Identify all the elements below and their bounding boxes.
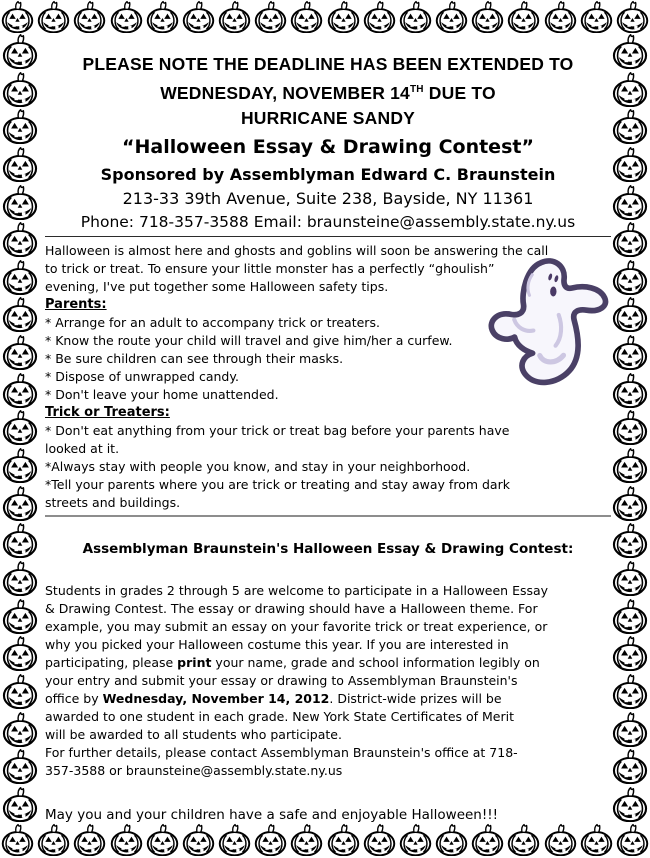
parents-heading: Parents:	[45, 296, 107, 312]
section-divider	[45, 515, 611, 517]
trick-or-treaters-heading: Trick or Treaters:	[45, 404, 170, 420]
pumpkin-icon	[145, 0, 180, 33]
treater-tip-line: *Tell your parents where you are trick or treating and stay away from dark	[45, 476, 510, 492]
contest-line: example, you may submit an essay on your favorite trick or treat experience, or	[45, 618, 548, 634]
pumpkin-icon	[434, 823, 469, 856]
notice-date-text: WEDNESDAY, NOVEMBER 14	[160, 82, 410, 103]
pumpkin-icon	[253, 823, 288, 856]
contest-line: & Drawing Contest. The essay or drawing should have a Halloween theme. For	[45, 600, 538, 616]
intro-line: to trick or treat. To ensure your little monster has a perfectly “ghoulish”	[45, 260, 495, 276]
pumpkin-icon	[611, 598, 649, 634]
pumpkin-icon	[1, 447, 39, 483]
treater-tip-line: *Always stay with people you know, and stay in your neighborhood.	[45, 458, 471, 474]
pumpkin-icon	[611, 334, 649, 370]
pumpkin-icon	[1, 334, 39, 370]
intro-line: Halloween is almost here and ghosts and goblins will soon be answering the call	[45, 242, 549, 258]
contest-title: “Halloween Essay & Drawing Contest”	[122, 135, 534, 158]
pumpkin-icon	[579, 823, 614, 856]
pumpkin-icon	[543, 0, 578, 33]
pumpkin-icon	[1, 711, 39, 747]
flyer-content	[45, 52, 611, 824]
pumpkin-icon	[1, 409, 39, 445]
pumpkin-icon	[1, 522, 39, 558]
pumpkin-icon	[470, 823, 505, 856]
ordinal-suffix: TH	[410, 84, 424, 95]
pumpkin-icon	[398, 0, 433, 33]
address-line: 213-33 39th Avenue, Suite 238, Bayside, NY 11361	[122, 188, 534, 208]
parent-tip-line: * Arrange for an adult to accompany trick or treaters.	[45, 314, 380, 330]
header-divider	[45, 236, 611, 237]
contest-line: participating, please print your name, grade and school information legibly on	[45, 654, 540, 670]
pumpkin-icon	[611, 673, 649, 709]
pumpkin-icon	[326, 823, 361, 856]
pumpkin-icon	[1, 748, 39, 784]
pumpkin-icon	[611, 409, 649, 445]
pumpkin-icon	[611, 33, 649, 69]
pumpkin-icon	[326, 0, 361, 33]
sponsor-line: Sponsored by Assemblyman Edward C. Braunstein	[100, 164, 556, 184]
pumpkin-icon	[1, 296, 39, 332]
pumpkin-icon	[0, 0, 35, 33]
pumpkin-icon	[611, 748, 649, 784]
pumpkin-icon	[615, 0, 650, 33]
pumpkin-icon	[362, 823, 397, 856]
pumpkin-icon	[217, 823, 252, 856]
pumpkin-icon	[145, 823, 180, 856]
pumpkin-icon	[36, 823, 71, 856]
pumpkin-icon	[109, 0, 144, 33]
pumpkin-icon	[1, 673, 39, 709]
pumpkin-icon	[1, 485, 39, 521]
treater-tip-line: streets and buildings.	[45, 494, 181, 510]
parents-tips	[45, 314, 611, 404]
pumpkin-icon	[1, 184, 39, 220]
pumpkin-icon	[289, 0, 324, 33]
contest-line: For further details, please contact Assemblyman Braunstein's office at 718-	[45, 744, 518, 760]
pumpkin-icon	[611, 560, 649, 596]
phone-email-line: Phone: 718-357-3588 Email: braunsteine@assembly.state.ny.us	[80, 212, 576, 231]
parent-tip-line: * Know the route your child will travel and give him/her a curfew.	[45, 332, 453, 348]
pumpkin-icon	[611, 372, 649, 408]
pumpkin-icon	[611, 71, 649, 107]
pumpkin-icon	[362, 0, 397, 33]
parent-tip-line: * Be sure children can see through their masks.	[45, 350, 344, 366]
contest-line: Students in grades 2 through 5 are welcome to participate in a Halloween Essay	[45, 582, 549, 598]
pumpkin-icon	[615, 823, 650, 856]
deadline-notice-line2	[45, 77, 611, 106]
pumpkin-icon	[181, 823, 216, 856]
contest-line: will be awarded to all students who participate.	[45, 726, 342, 742]
pumpkin-icon	[1, 635, 39, 671]
pumpkin-icon	[181, 0, 216, 33]
deadline-notice-line1: PLEASE NOTE THE DEADLINE HAS BEEN EXTENDED TO	[82, 54, 574, 74]
pumpkin-border-right	[611, 33, 649, 822]
treater-tip-line: * Don't eat anything from your trick or treat bag before your parents have	[45, 422, 510, 438]
pumpkin-icon	[1, 108, 39, 144]
pumpkin-border-top	[0, 0, 650, 33]
notice-tail-text: DUE TO	[423, 82, 496, 103]
pumpkin-icon	[579, 0, 614, 33]
trick-or-treaters-tips	[45, 422, 611, 512]
contest-line: your entry and submit your essay or drawing to Assemblyman Braunstein's	[45, 672, 518, 688]
contest-line: office by Wednesday, November 14, 2012. District-wide prizes will be	[45, 690, 502, 706]
closing-wish: May you and your children have a safe and enjoyable Halloween!!!	[45, 806, 499, 823]
treater-tip-line: looked at it.	[45, 440, 120, 456]
pumpkin-icon	[289, 823, 324, 856]
pumpkin-icon	[1, 33, 39, 69]
deadline-notice-line3: HURRICANE SANDY	[240, 107, 416, 128]
pumpkin-border-bottom	[0, 823, 650, 857]
pumpkin-icon	[217, 0, 252, 33]
contest-line: why you picked your Halloween costume this year. If you are interested in	[45, 636, 509, 652]
pumpkin-icon	[1, 259, 39, 295]
pumpkin-icon	[1, 598, 39, 634]
contest-line: 357-3588 or braunsteine@assembly.state.ny.us	[45, 762, 343, 778]
pumpkin-icon	[611, 522, 649, 558]
pumpkin-icon	[543, 823, 578, 856]
parent-tip-line: * Dispose of unwrapped candy.	[45, 368, 239, 384]
pumpkin-icon	[611, 786, 649, 822]
pumpkin-icon	[611, 635, 649, 671]
contest-paragraph	[45, 582, 611, 780]
pumpkin-icon	[611, 447, 649, 483]
intro-line: evening, I've put together some Halloween safety tips.	[45, 278, 389, 294]
pumpkin-icon	[1, 372, 39, 408]
intro-paragraph	[45, 242, 611, 296]
pumpkin-icon	[72, 0, 107, 33]
pumpkin-icon	[611, 146, 649, 182]
pumpkin-icon	[36, 0, 71, 33]
pumpkin-icon	[611, 485, 649, 521]
pumpkin-icon	[1, 146, 39, 182]
contest-section-heading: Assemblyman Braunstein's Halloween Essay & Drawing Contest:	[82, 540, 574, 557]
pumpkin-icon	[0, 823, 35, 856]
pumpkin-icon	[611, 108, 649, 144]
pumpkin-icon	[398, 823, 433, 856]
pumpkin-icon	[611, 711, 649, 747]
pumpkin-icon	[470, 0, 505, 33]
parent-tip-line: * Don't leave your home unattended.	[45, 386, 279, 402]
pumpkin-icon	[506, 823, 541, 856]
pumpkin-icon	[72, 823, 107, 856]
pumpkin-border-left	[1, 33, 39, 822]
pumpkin-icon	[506, 0, 541, 33]
pumpkin-icon	[611, 184, 649, 220]
pumpkin-icon	[1, 560, 39, 596]
pumpkin-icon	[434, 0, 469, 33]
contest-line: awarded to one student in each grade. New York State Certificates of Merit	[45, 708, 515, 724]
pumpkin-icon	[1, 221, 39, 257]
pumpkin-icon	[253, 0, 288, 33]
pumpkin-icon	[1, 71, 39, 107]
pumpkin-icon	[1, 786, 39, 822]
pumpkin-icon	[109, 823, 144, 856]
